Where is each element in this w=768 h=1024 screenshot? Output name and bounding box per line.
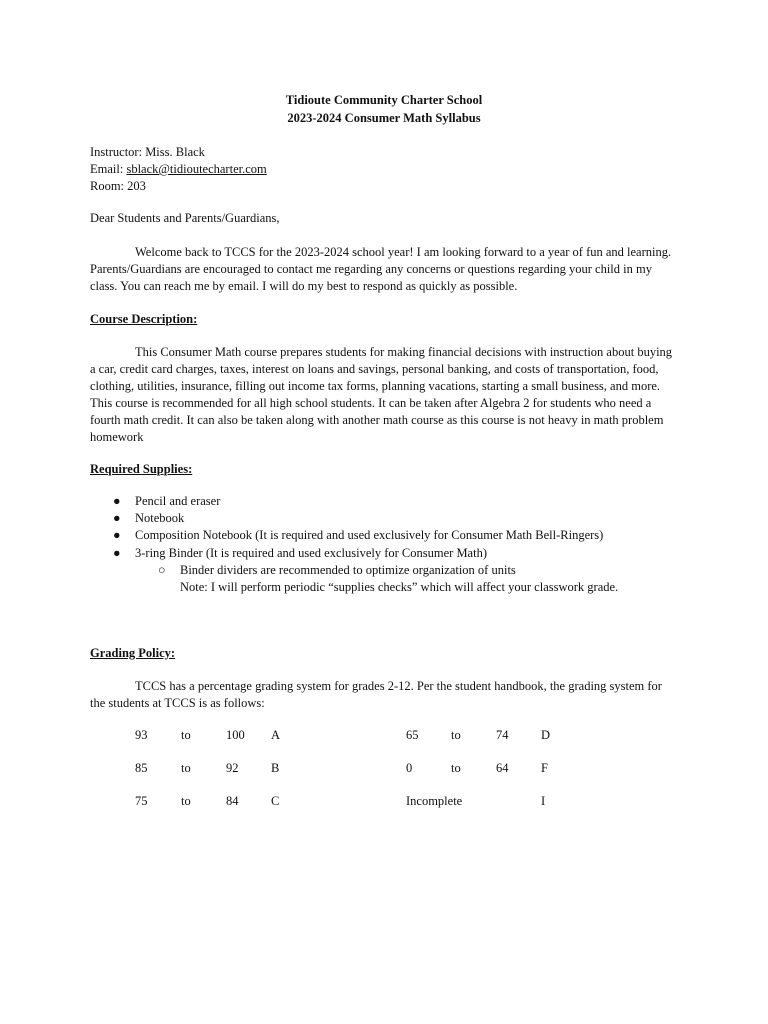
range-from: Incomplete xyxy=(406,794,463,808)
range-to: to xyxy=(451,761,461,775)
letter-grade: I xyxy=(541,794,546,808)
letter-grade: C xyxy=(271,794,280,808)
course-line: a car, credit card charges, taxes, interest on loans and savings, personal banking, and costs of transportation, food, xyxy=(90,362,659,376)
range-from: 0 xyxy=(406,761,413,775)
welcome-line: Parents/Guardians are encouraged to contact me regarding any concerns or questions regarding your child in my xyxy=(90,262,652,276)
range-from: 75 xyxy=(135,794,148,808)
bullet-icon: ● xyxy=(113,494,121,508)
letter-grade: F xyxy=(541,761,548,775)
supply-item: Pencil and eraser xyxy=(135,494,221,508)
range-from: 65 xyxy=(406,728,419,742)
course-line: clothing, utilities, insurance, filling out income tax forms, planning vacations, starting a small business, and more. xyxy=(90,379,661,393)
bullet-icon: ● xyxy=(113,546,121,560)
bullet-icon: ● xyxy=(113,528,121,542)
email-link[interactable]: sblack@tidioutecharter.com xyxy=(126,162,267,176)
supply-item: 3-ring Binder (It is required and used exclusively for Consumer Math) xyxy=(135,546,487,560)
school-name: Tidioute Community Charter School xyxy=(285,93,483,107)
range-to: to xyxy=(451,728,461,742)
instructor-line: Instructor: Miss. Black xyxy=(90,145,205,159)
supplies-note: Note: I will perform periodic “supplies checks” which will affect your classwork grade. xyxy=(180,580,619,594)
course-line: homework xyxy=(90,430,144,444)
range-from: 85 xyxy=(135,761,148,775)
email-line xyxy=(90,162,267,177)
welcome-line: Welcome back to TCCS for the 2023-2024 school year! I am looking forward to a year of fun and learning. xyxy=(135,245,672,259)
bullet-icon: ● xyxy=(113,511,121,525)
course-line: This Consumer Math course prepares students for making financial decisions with instruction about buying xyxy=(135,345,673,359)
range-from: 93 xyxy=(135,728,148,742)
grading-line: the students at TCCS is as follows: xyxy=(90,696,265,710)
supply-item: Notebook xyxy=(135,511,185,525)
range-to: to xyxy=(181,728,191,742)
welcome-line: class. You can reach me by email. I will do my best to respond as quickly as possible. xyxy=(90,279,518,293)
range-upper: 100 xyxy=(226,728,245,742)
range-upper: 92 xyxy=(226,761,239,775)
supply-item: Composition Notebook (It is required and used exclusively for Consumer Math Bell-Ringers) xyxy=(135,528,604,542)
range-upper: 74 xyxy=(496,728,509,742)
document-title: 2023-2024 Consumer Math Syllabus xyxy=(287,111,481,125)
greeting: Dear Students and Parents/Guardians, xyxy=(90,211,280,225)
circle-bullet-icon: ○ xyxy=(158,563,166,577)
range-to: to xyxy=(181,761,191,775)
letter-grade: D xyxy=(541,728,551,742)
letter-grade: B xyxy=(271,761,280,775)
grading-line: TCCS has a percentage grading system for grades 2-12. Per the student handbook, the grading system for xyxy=(135,679,662,693)
course-line: This course is recommended for all high school students. It can be taken after Algebra 2 for students who need a xyxy=(90,396,652,410)
email-label: Email: xyxy=(90,162,127,176)
supplies-heading: Required Supplies: xyxy=(90,462,193,476)
room-line: Room: 203 xyxy=(90,179,146,193)
supply-sub-item: Binder dividers are recommended to optimize organization of units xyxy=(180,563,516,577)
range-upper: 64 xyxy=(496,761,509,775)
range-upper: 84 xyxy=(226,794,239,808)
grading-heading: Grading Policy: xyxy=(90,646,176,660)
letter-grade: A xyxy=(271,728,281,742)
course-description-heading: Course Description: xyxy=(90,312,198,326)
course-line: fourth math credit. It can also be taken along with another math course as this course is not heavy in math problem xyxy=(90,413,664,427)
range-to: to xyxy=(181,794,191,808)
